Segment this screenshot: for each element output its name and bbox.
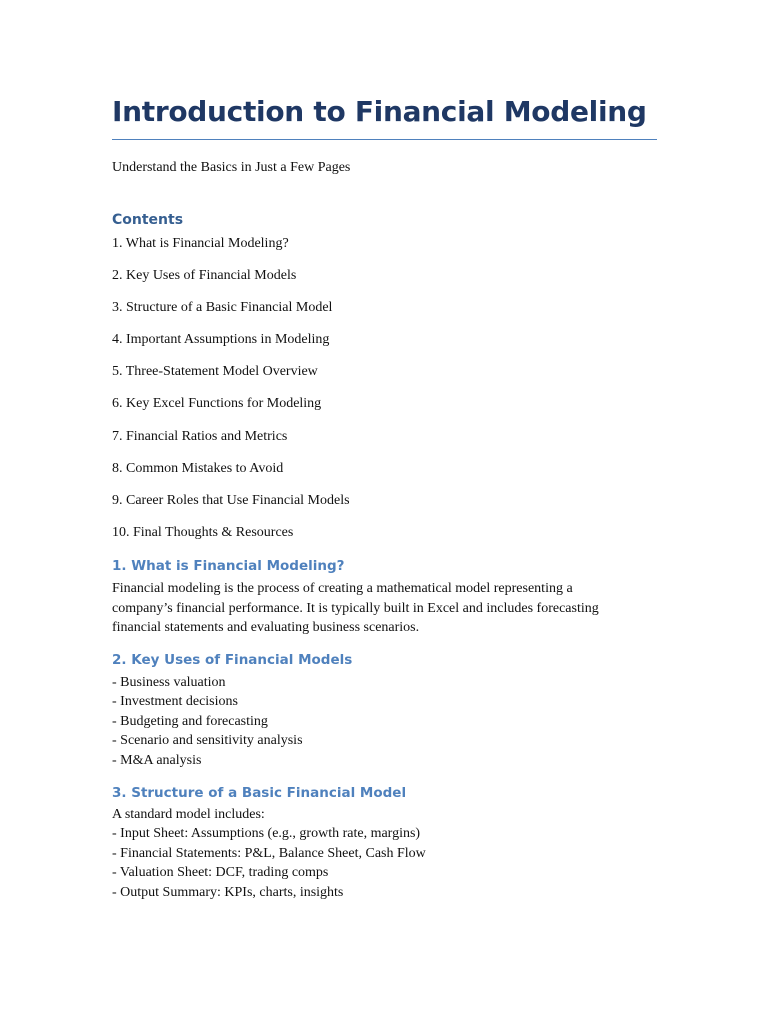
toc-item-4: 4. Important Assumptions in Modeling <box>112 332 330 348</box>
list-item: - Investment decisions <box>112 694 238 710</box>
list-item: A standard model includes: <box>112 807 265 822</box>
document-title: Introduction to Financial Modeling <box>112 95 647 128</box>
section-1-heading: 1. What is Financial Modeling? <box>112 558 345 574</box>
document-subtitle: Understand the Basics in Just a Few Pages <box>112 160 351 175</box>
list-item: - Input Sheet: Assumptions (e.g., growth rate, margins) <box>112 826 421 842</box>
toc-item-2: 2. Key Uses of Financial Models <box>112 268 297 284</box>
contents-heading: Contents <box>112 212 184 228</box>
toc-item-3: 3. Structure of a Basic Financial Model <box>112 300 333 316</box>
list-item: - Business valuation <box>112 675 226 690</box>
section-1-body: Financial modeling is the process of creating a mathematical model representing a company’s financial performance. It is typically built in Excel and includes forecasting financial statements and evaluating business scenarios. <box>112 581 599 635</box>
toc-item-10: 10. Final Thoughts & Resources <box>112 524 294 540</box>
toc-item-8: 8. Common Mistakes to Avoid <box>112 460 284 476</box>
toc-item-1: 1. What is Financial Modeling? <box>112 236 289 251</box>
toc-item-5: 5. Three-Statement Model Overview <box>112 364 318 380</box>
section-3-list <box>112 805 426 902</box>
list-item: - M&A analysis <box>112 752 202 768</box>
toc-item-6: 6. Key Excel Functions for Modeling <box>112 396 322 412</box>
toc-item-9: 9. Career Roles that Use Financial Models <box>112 492 350 508</box>
toc-item-7: 7. Financial Ratios and Metrics <box>112 428 288 444</box>
title-divider <box>112 139 657 140</box>
list-item: - Scenario and sensitivity analysis <box>112 733 303 749</box>
list-item: - Valuation Sheet: DCF, trading comps <box>112 865 329 881</box>
list-item: - Budgeting and forecasting <box>112 713 268 729</box>
list-item: - Output Summary: KPIs, charts, insights <box>112 884 344 900</box>
list-item: - Financial Statements: P&L, Balance Sheet, Cash Flow <box>112 845 426 861</box>
section-2-list <box>112 673 303 770</box>
table-of-contents <box>112 234 350 555</box>
section-3-heading: 3. Structure of a Basic Financial Model <box>112 785 407 801</box>
section-2-heading: 2. Key Uses of Financial Models <box>112 652 353 668</box>
